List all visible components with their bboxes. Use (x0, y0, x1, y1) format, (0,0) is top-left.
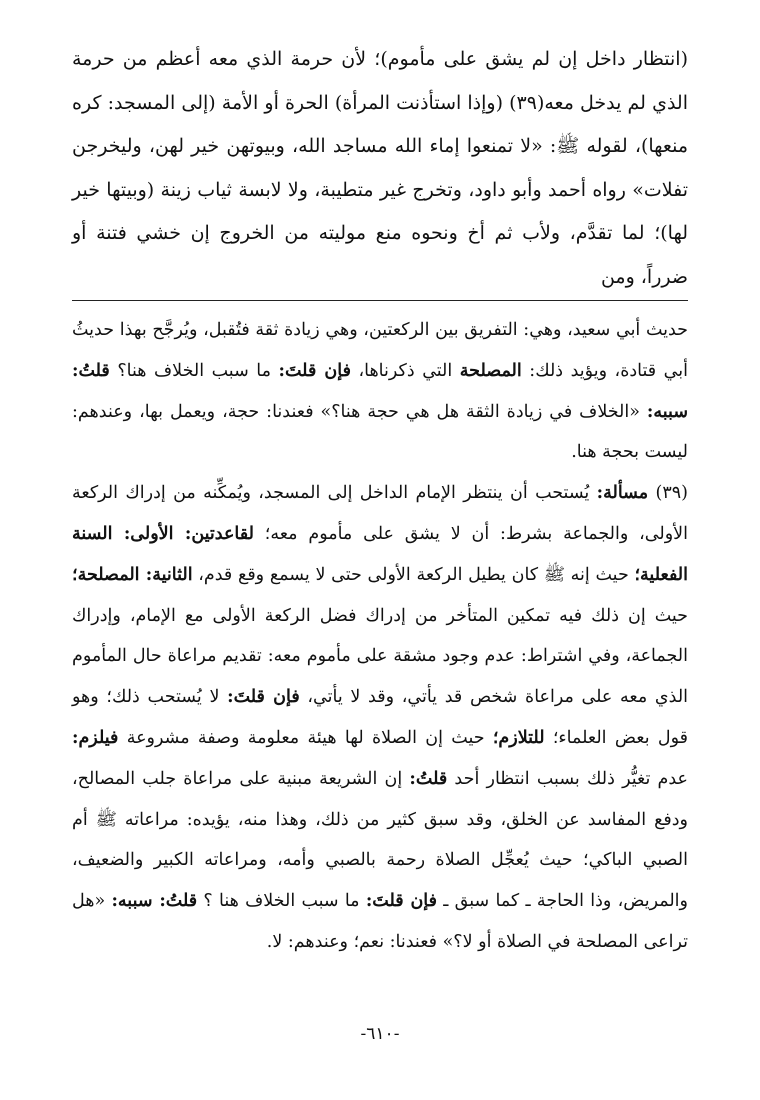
bold-term: فإن قلتَ: (365, 891, 437, 912)
text-run: «هل تراعى المصلحة في الصلاة أو لا؟» فعندنا: نعم؛ وعندهم: لا. (72, 891, 688, 952)
text-run: التي ذكرناها، (350, 360, 460, 381)
text-run: عدم تغيُّر ذلك بسبب انتظار أحد (447, 768, 688, 789)
main-paragraph: (انتظار داخل إن لم يشق على مأموم)؛ لأن حرمة الذي معه أعظم من حرمة الذي لم يدخل معه(٣٩) (وإذا استأذنت المرأة) الحرة أو الأمة (إلى المسجد: كره منعها)، لقوله ﷺ: «لا تمنعوا إماء الله مساجد الله، وبيوتهن خير لهن، وليخرجن تفلات» رواه أحمد وأبو داود، وتخرج غير متطيبة، ولا لابسة ثياب زينة (وبيتها خير لها)؛ لما تقدَّم، ولأب ثم أخ ونحوه منع موليته من الخروج إن خشي فتنة أو ضرراً، ومن (72, 48, 688, 288)
footnote-label: مسألة: (596, 483, 649, 504)
footnote-divider (72, 300, 688, 301)
bold-term: المصلحة (459, 360, 522, 381)
bold-term: الثانية: المصلحة؛ (72, 564, 193, 585)
bold-term: لقاعدتين: الأولى: السنة الفعلية؛ (72, 523, 688, 585)
text-run: حديث أبي سعيد، وهي: التفريق بين الركعتين، وهي زيادة ثقة فتُقبل، ويُرجَّح بهذا حديثُ أبي قتادة، ويؤيد ذلك: (72, 320, 688, 381)
main-text-block (72, 38, 688, 299)
footnote-continuation (72, 310, 688, 473)
text-run: ما سبب الخلاف هنا؟ (109, 360, 279, 381)
bold-term: فإن قلتَ: (278, 360, 351, 381)
text-run: حيث إن ذلك فيه تمكين المتأخر من إدراك فضل الركعة الأولى مع الإمام، وإدراك الجماعة، وفي اشتراط: عدم وجود مشقة على مأموم معه: تقديم مراعاة حال المأموم الذي معه على مراعاة شخص قد يأتي، وقد لا يأتي، (72, 605, 689, 708)
text-run: ما سبب الخلاف هنا ؟ (197, 891, 366, 912)
page-number: -٦١٠- (360, 1024, 400, 1044)
text-run: حيث إن الصلاة لها هيئة معلومة وصفة مشروعة (118, 727, 493, 748)
footnote-39 (72, 473, 688, 963)
bold-term: فإن قلتَ: (227, 687, 300, 708)
bold-term: فيلزم: (72, 727, 119, 748)
bold-term: قلتُ: سببه: (111, 891, 198, 912)
bold-term: للتلازم؛ (492, 727, 545, 748)
footnotes-block (72, 310, 688, 963)
text-run: إن الشريعة مبنية على مراعاة جلب المصالح، ودفع المفاسد عن الخلق، وقد سبق كثير من ذلك، وهذا منه، يؤيده: مراعاته ﷺ أم الصبي الباكي؛ حيث يُعجِّل الصلاة رحمة بالصبي وأمه، ومراعاته الكبير والضعيف، والمريض، وذا الحاجة ـ كما سبق ـ (72, 768, 688, 912)
footnote-number: (٣٩) (655, 483, 688, 504)
bold-term: قلتُ: سببه: (72, 360, 688, 422)
text-run: يُستحب أن ينتظر الإمام الداخل إلى المسجد، ويُمكِّنه من إدراك الركعة الأولى، والجماعة بشرط: أن لا يشق على مأموم معه؛ (72, 483, 688, 544)
bold-term: قلتُ: (409, 768, 448, 789)
text-run: «الخلاف في زيادة الثقة هل هي حجة هنا؟» فعندنا: حجة، ويعمل بها، وعندهم: ليست بحجة هنا. (72, 401, 688, 463)
text-run: حيث إنه ﷺ كان يطيل الركعة الأولى حتى لا يسمع وقع قدم، (192, 564, 635, 585)
text-run: لا يُستحب ذلك؛ وهو قول بعض العلماء؛ (72, 687, 689, 748)
